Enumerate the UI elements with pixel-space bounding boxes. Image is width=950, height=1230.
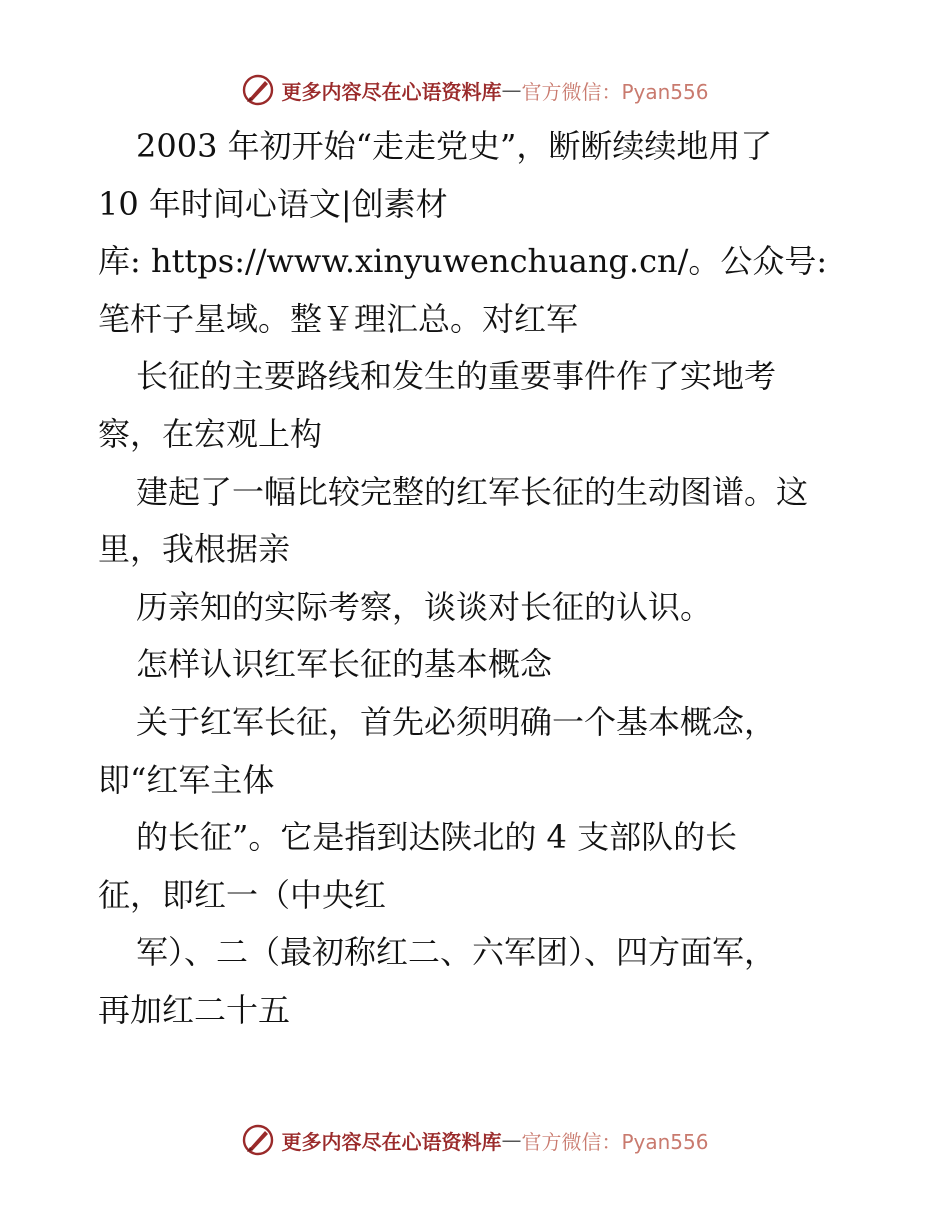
document-body (98, 118, 898, 1040)
text-line: 再加红二十五 (98, 990, 291, 1029)
banner-wechat: 官方微信：Pyan556 (521, 1129, 709, 1154)
text-line: 建起了一幅比较完整的红军长征的生动图谱。这 (136, 472, 809, 511)
text-line: 即“红军主体 (98, 760, 275, 799)
text-line: 10 年时间心语文|创素材 (98, 184, 448, 223)
quill-pen-logo-icon (241, 73, 275, 107)
text-line: 里，我根据亲 (98, 530, 291, 569)
text-line: 察，在宏观上构 (98, 414, 323, 453)
banner-wechat: 官方微信：Pyan556 (521, 79, 709, 104)
text-line: 长征的主要路线和发生的重要事件作了实地考 (136, 357, 777, 396)
text-line: 军）、二（最初称红二、六军团）、四方面军， (136, 933, 777, 972)
text-line: 2003 年初开始“走走党史”，断断续续地用了 (136, 127, 773, 165)
banner-main-text: 更多内容尽在心语资料库 (281, 79, 502, 104)
section-heading: 怎样认识红军长征的基本概念 (136, 645, 553, 684)
quill-pen-logo-icon (241, 1123, 275, 1157)
text-line: 关于红军长征，首先必须明确一个基本概念， (136, 702, 777, 741)
banner-main-text: 更多内容尽在心语资料库 (281, 1129, 502, 1154)
text-line: 笔杆子星域。整￥理汇总。对红军 (98, 299, 579, 338)
header-banner (0, 70, 950, 110)
text-line: 历亲知的实际考察，谈谈对长征的认识。 (136, 587, 713, 626)
banner-separator: — (501, 1128, 522, 1152)
text-line: 征，即红一（中央红 (98, 875, 387, 914)
footer-banner (0, 1120, 950, 1160)
banner-separator: — (501, 78, 522, 102)
text-line: 的长征”。它是指到达陕北的 4 支部队的长 (136, 818, 738, 857)
text-line: 库: https://www.xinyuwenchuang.cn/。公众号: (98, 242, 828, 281)
